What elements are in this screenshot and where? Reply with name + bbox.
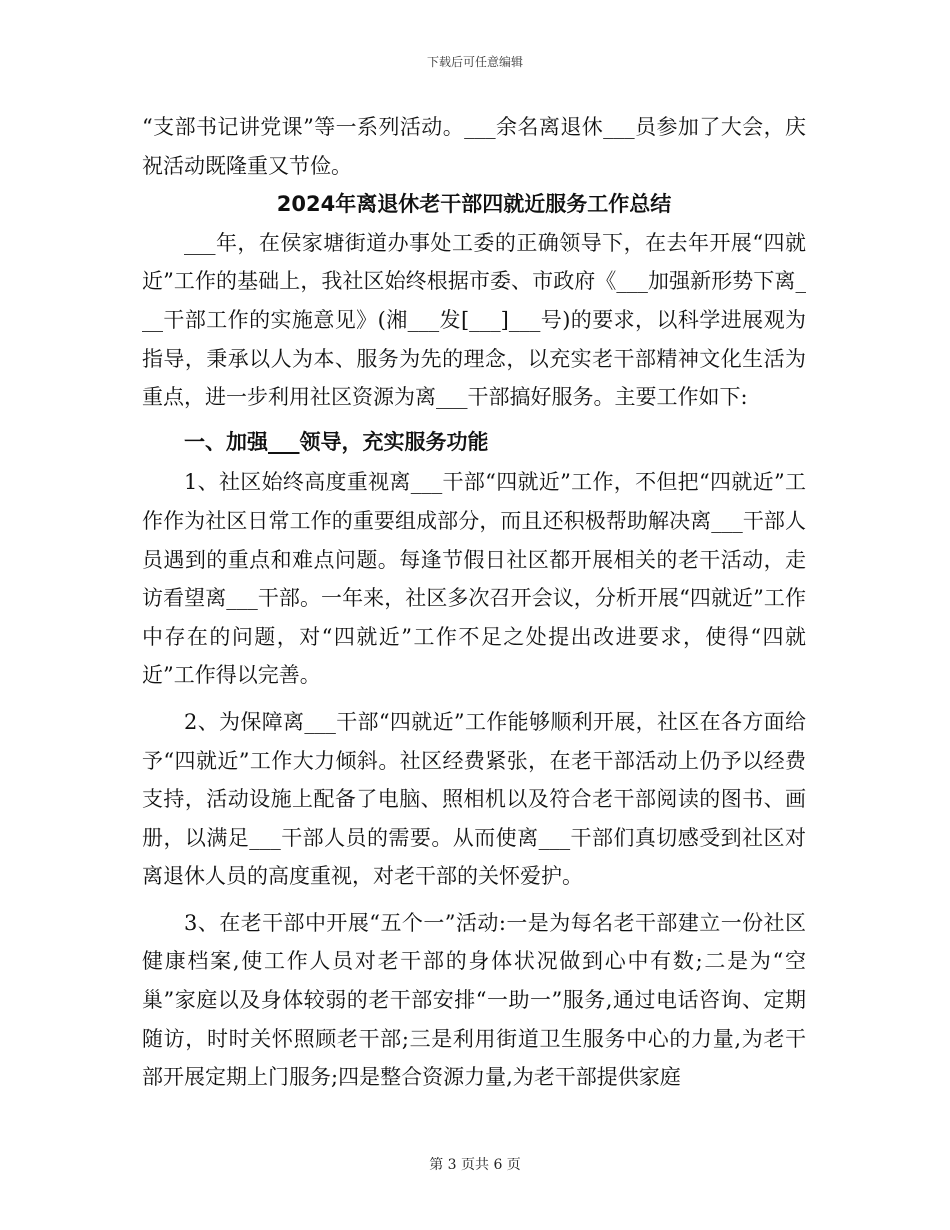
opening-paragraph: ___年，在侯家塘街道办事处工委的正确领导下，在去年开展“四就近”工作的基础上，我社区始终根据市委、市政府《___加强新形势下离___干部工作的实施意见》(湘___发[___]___号)的要求，以科学进展观为指导，秉承以人为本、服务为先的理念，以充实老干部精神文化生活为重点，进一步利用社区资源为离___干部搞好服务。主要工作如下: [142,230,806,410]
item-paragraph-2: 2、为保障离___干部“四就近”工作能够顺利开展，社区在各方面给予“四就近”工作大力倾斜。社区经费紧张，在老干部活动上仍予以经费支持，活动设施上配备了电脑、照相机以及符合老干部阅读的图书、画册，以满足___干部人员的需要。从而使离___干部们真切感受到社区对离退休人员的高度重视，对老干部的关怀爱护。 [142,709,806,889]
header-note: 下载后可任意编辑 [426,55,523,69]
item-paragraph-3: 3、在老干部中开展“五个一”活动:一是为每名老干部建立一份社区健康档案,使工作人员对老干部的身体状况做到心中有数;二是为“空巢”家庭以及身体较弱的老干部安排“一助一”服务,通过电话咨询、定期随访，时时关怀照顾老干部;三是利用街道卫生服务中心的力量,为老干部开展定期上门服务;四是整合资源力量,为老干部提供家庭 [142,910,806,1090]
paragraph-gap [142,896,806,904]
intro-paragraph: “支部书记讲党课”等一系列活动。___余名离退休___员参加了大会，庆祝活动既隆重又节俭。 [142,115,806,178]
paragraph-gap [142,695,806,703]
document-body [142,108,806,1097]
document-title: 2024年离退休老干部四就近服务工作总结 [276,192,672,217]
page-footer: 第 3 页共 6 页 [429,1157,521,1173]
section-heading: 一、加强___领导，充实服务功能 [184,429,489,454]
item-paragraph-1: 1、社区始终高度重视离___干部“四就近”工作，不但把“四就近”工作作为社区日常工作的重要组成部分，而且还积极帮助解决离___干部人员遇到的重点和难点问题。每逢节假日社区都开展相关的老干活动，走访看望离___干部。一年来，社区多次召开会议，分析开展“四就近”工作中存在的问题，对“四就近”工作不足之处提出改进要求，使得“四就近”工作得以完善。 [142,470,806,688]
